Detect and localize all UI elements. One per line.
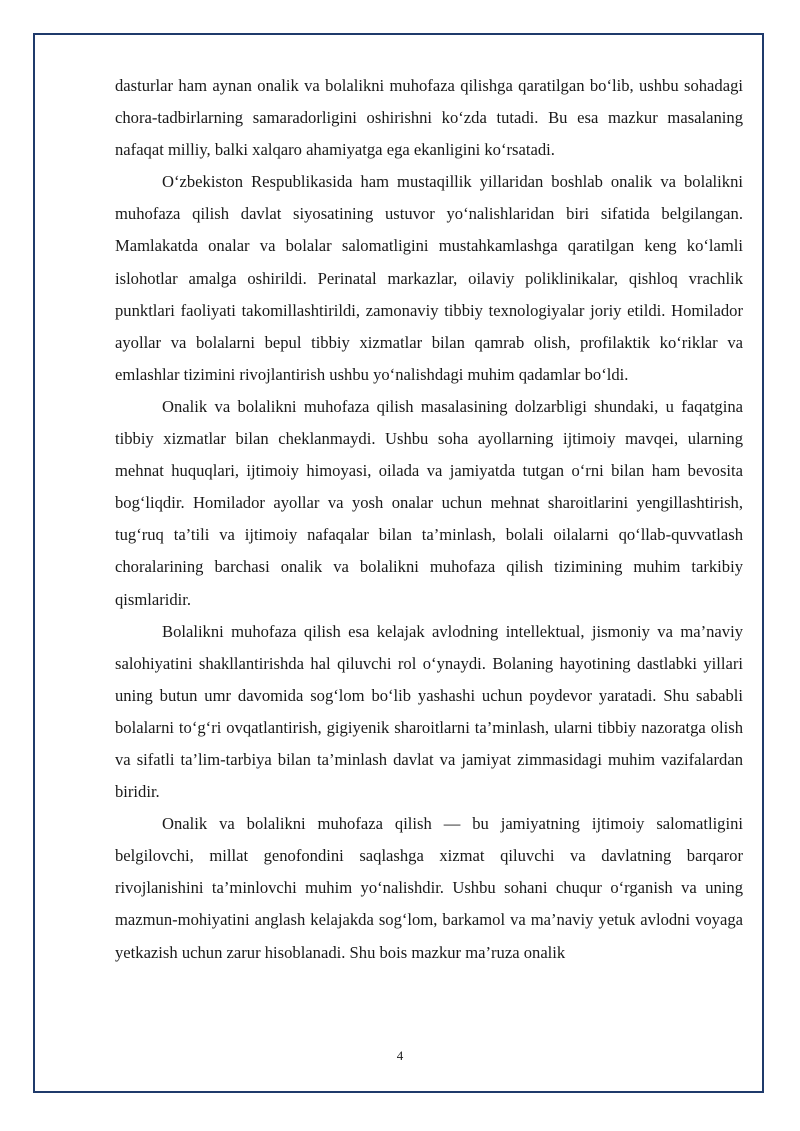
paragraph: Onalik va bolalikni muhofaza qilish masalasining dolzarbligi shundaki, u faqatgina tibbiy xizmatlar bilan cheklanmaydi. Ushbu soha ayollarning ijtimoiy mavqei, ularning mehnat huquqlari, ijtimoiy himoyasi, oilada va jamiyatda tutgan o‘rni bilan ham bevosita bog‘liqdir. Homilador ayollar va yosh onalar uchun mehnat sharoitlarini yengillashtirish, tug‘ruq ta’tili va ijtimoiy nafaqalar bilan ta’minlash, bolali oilalarni qo‘llab-quvvatlash choralarining barchasi onalik va bolalikni muhofaza qilish tizimining muhim tarkibiy qismlaridir.	[115, 396, 743, 609]
body-text	[115, 70, 743, 969]
paragraph: Onalik va bolalikni muhofaza qilish — bu jamiyatning ijtimoiy salomatligini belgilovchi, millat genofondini saqlashga xizmat qiluvchi va davlatning barqaror rivojlanishini ta’minlovchi muhim yo‘nalishdir. Ushbu sohani chuqur o‘rganish va uning mazmun-mohiyatini anglash kelajakda sog‘lom, barkamol va ma’naviy yetuk avlodni voyaga yetkazish uchun zarur hisoblanadi. Shu bois mazkur ma’ruza onalik	[115, 814, 743, 962]
paragraph: dasturlar ham aynan onalik va bolalikni muhofaza qilishga qaratilgan bo‘lib, ushbu sohadagi chora-tadbirlarning samaradorligini oshirishni ko‘zda tutadi. Bu esa mazkur masalaning nafaqat milliy, balki xalqaro ahamiyatga ega ekanligini ko‘rsatadi.	[115, 76, 743, 160]
page-number: 4	[396, 1048, 404, 1063]
paragraph: O‘zbekiston Respublikasida ham mustaqillik yillaridan boshlab onalik va bolalikni muhofaza qilish davlat siyosatining ustuvor yo‘nalishlaridan biri sifatida belgilangan. Mamlakatda onalar va bolalar salomatligini mustahkamlashga qaratilgan keng ko‘lamli islohotlar amalga oshirildi. Perinatal markazlar, oilaviy poliklinikalar, qishloq vrachlik punktlari faoliyati takomillashtirildi, zamonaviy tibbiy texnologiyalar joriy etildi. Homilador ayollar va bolalarni bepul tibbiy xizmatlar bilan qamrab olish, profilaktik ko‘riklar va emlashlar tizimini rivojlantirish ushbu yo‘nalishdagi muhim qadamlar bo‘ldi.	[115, 172, 743, 384]
paragraph: Bolalikni muhofaza qilish esa kelajak avlodning intellektual, jismoniy va ma’naviy salohiyatini shakllantirishda hal qiluvchi rol o‘ynaydi. Bolaning hayotining dastlabki yillari uning butun umr davomida sog‘lom bo‘lib yashashi uchun poydevor yaratadi. Shu sababli bolalarni to‘g‘ri ovqatlantirish, gigiyenik sharoitlarni ta’minlash, ularni tibbiy nazoratga olish va sifatli ta’lim-tarbiya bilan ta’minlash davlat va jamiyat zimmasidagi muhim vazifalardan biridir.	[115, 621, 743, 802]
